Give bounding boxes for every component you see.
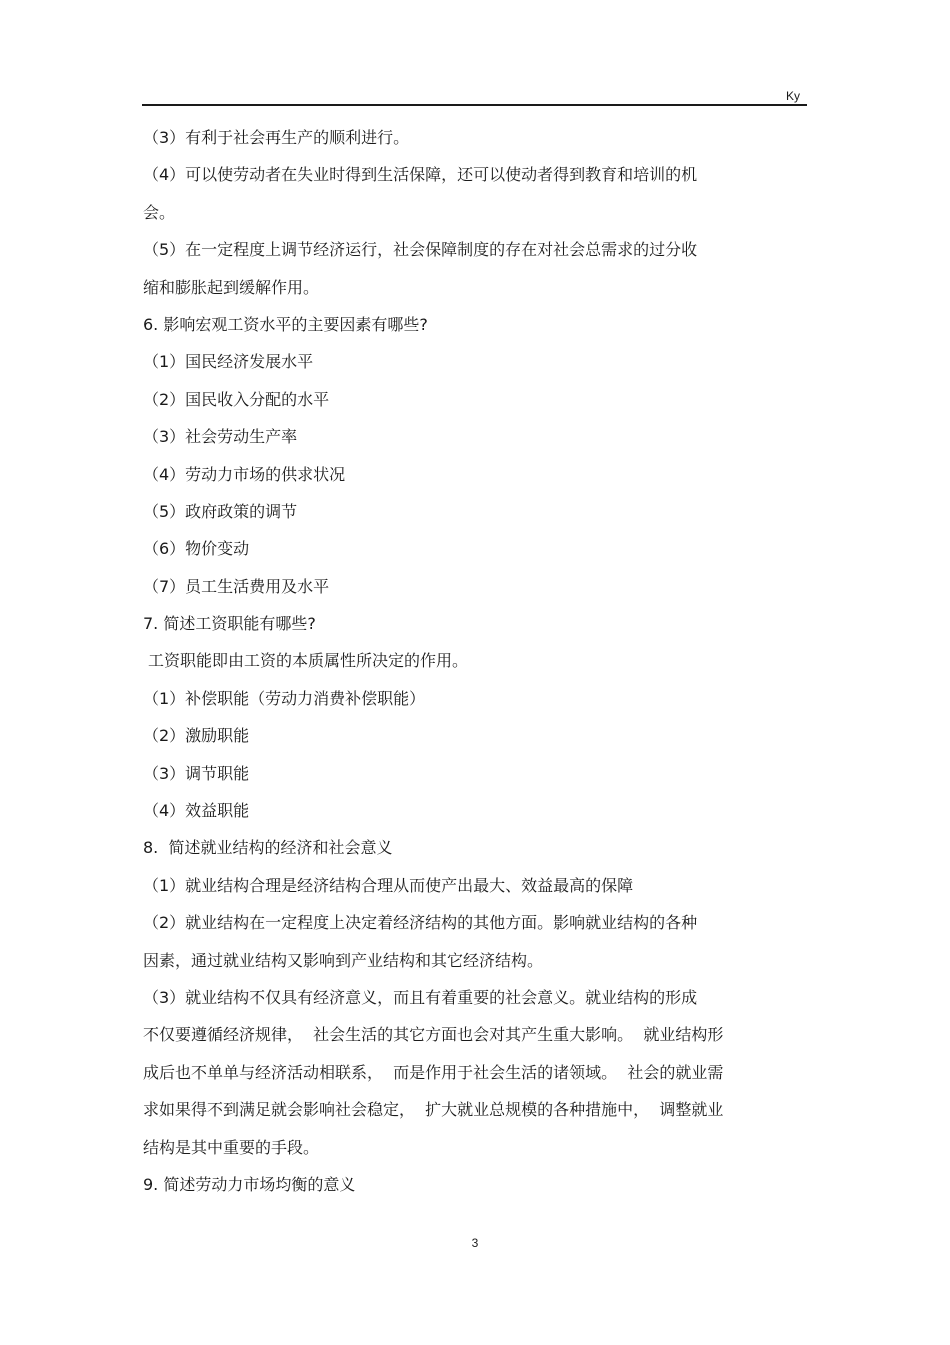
text-line: 成后也不单单与经济活动相联系， 而是作用于社会生活的诸领域。 社会的就业需 (143, 1062, 724, 1082)
text-line: （1）补偿职能（劳动力消费补偿职能） (143, 688, 426, 708)
text-line: （3）就业结构不仅具有经济意义，而且有着重要的社会意义。就业结构的形成 (143, 987, 698, 1007)
text-line: （4）可以使劳动者在失业时得到生活保障，还可以使动者得到教育和培训的机 (143, 165, 698, 185)
text-line: （3）有利于社会再生产的顺利进行。 (143, 128, 410, 147)
header-rule (142, 104, 807, 106)
text-line: （5）政府政策的调节 (143, 501, 298, 521)
text-line: （2）国民收入分配的水平 (143, 389, 330, 409)
text-line: （7）员工生活费用及水平 (143, 576, 330, 596)
text-line: 会。 (143, 202, 176, 222)
text-line: （4）劳动力市场的供求状况 (143, 464, 346, 484)
text-line: 工资职能即由工资的本质属性所决定的作用。 (148, 651, 469, 671)
section-heading: 8. 简述就业结构的经济和社会意义 (143, 838, 393, 858)
text-line: （5）在一定程度上调节经济运行，社会保障制度的存在对社会总需求的过分收 (143, 240, 698, 260)
text-line: 求如果得不到满足就会影响社会稳定， 扩大就业总规模的各种措施中， 调整就业 (143, 1100, 724, 1120)
section-heading: 9. 简述劳动力市场均衡的意义 (143, 1174, 356, 1194)
header-label: Ky (785, 89, 800, 103)
text-line: （3）社会劳动生产率 (143, 427, 298, 447)
text-line: 结构是其中重要的手段。 (143, 1137, 320, 1157)
text-line: （2）激励职能 (143, 726, 250, 746)
text-line: 缩和膨胀起到缓解作用。 (143, 277, 320, 297)
section-heading: 7. 简述工资职能有哪些? (143, 614, 316, 634)
text-line: （4）效益职能 (143, 801, 250, 821)
text-line: （6）物价变动 (143, 539, 250, 559)
section-heading: 6. 影响宏观工资水平的主要因素有哪些? (143, 314, 428, 334)
text-line: （2）就业结构在一定程度上决定着经济结构的其他方面。影响就业结构的各种 (143, 913, 698, 933)
text-line: （3）调节职能 (143, 763, 250, 783)
text-line: （1）就业结构合理是经济结构合理从而使产出最大、效益最高的保障 (143, 875, 634, 895)
document-body (143, 119, 805, 1203)
text-line: 不仅要遵循经济规律， 社会生活的其它方面也会对其产生重大影响。 就业结构形 (143, 1025, 724, 1045)
page-number: 3 (471, 1236, 479, 1250)
text-line: （1）国民经济发展水平 (143, 352, 314, 372)
text-line: 因素，通过就业结构又影响到产业结构和其它经济结构。 (143, 950, 544, 970)
